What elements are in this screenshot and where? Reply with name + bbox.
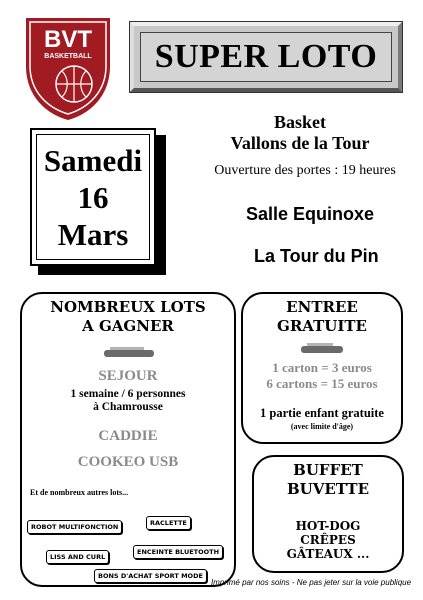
menu-crepes: CRÊPES <box>300 533 356 547</box>
prize-tag-bluetooth: ENCEINTE BLUETOOTH <box>133 545 223 559</box>
prizes-box <box>20 292 236 587</box>
opening-time: Ouverture des portes : 19 heures <box>214 163 396 178</box>
prize-tag-liss: LISS AND CURL <box>46 550 109 564</box>
club-name-line2: Vallons de la Tour <box>230 133 370 153</box>
prices <box>243 360 401 392</box>
buffet-heading <box>254 461 402 499</box>
entry-heading-line2: GRATUITE <box>277 317 367 335</box>
price-multi: 6 cartons = 15 euros <box>266 376 378 391</box>
kids-game: 1 partie enfant gratuite <box>260 406 384 420</box>
buffet-heading-line2: BUVETTE <box>286 480 370 498</box>
prize-tag-robot: ROBOT MULTIFONCTION <box>27 520 122 534</box>
kids-game-note: (avec limite d'âge) <box>290 422 354 431</box>
price-single: 1 carton = 3 euros <box>272 360 372 375</box>
prize-sejour-detail <box>22 388 234 414</box>
prize-caddie: CADDIE <box>98 428 158 444</box>
club-name <box>230 112 370 154</box>
buffet-heading-line1: BUFFET <box>293 461 363 479</box>
club-name-line1: Basket <box>273 112 326 132</box>
date-number: 16 <box>77 179 109 215</box>
venue-city: La Tour du Pin <box>254 246 379 266</box>
logo-brand-text: BVT <box>44 26 92 53</box>
entry-heading <box>243 298 401 336</box>
prizes-heading-line2: A GAGNER <box>82 317 174 335</box>
buffet-menu <box>254 519 402 561</box>
prize-tag-bons: BONS D'ACHAT SPORT MODE <box>94 569 207 583</box>
prizes-heading <box>22 298 234 336</box>
entry-heading-line1: ENTREE <box>286 298 358 316</box>
entry-box <box>241 292 403 444</box>
venue-name: Salle Equinoxe <box>246 204 375 224</box>
menu-hotdog: HOT-DOG <box>295 519 361 533</box>
prizes-heading-line1: NOMBREUX LOTS <box>50 298 206 316</box>
other-prizes-text: Et de nombreux autres lots... <box>30 488 129 497</box>
date-box <box>30 128 156 266</box>
prize-cookeo: COOKEO USB <box>77 454 179 470</box>
prize-sejour-detail-line1: 1 semaine / 6 personnes <box>70 388 186 400</box>
footer-note: Imprimé par nos soins - Ne pas jeter sur la voie publique <box>210 578 412 587</box>
prize-tag-raclette: RACLETTE <box>146 516 191 530</box>
page-title: SUPER LOTO <box>140 32 392 82</box>
prize-sejour-detail-line2: à Chamrousse <box>93 401 163 413</box>
buffet-box <box>252 455 404 573</box>
logo-sub-text: BASKETBALL <box>44 53 92 60</box>
club-logo <box>22 14 114 122</box>
date-day: Samedi <box>43 142 143 178</box>
prize-sejour: SEJOUR <box>98 368 158 384</box>
menu-gateaux: GÂTEAUX ... <box>286 547 370 561</box>
divider-bar <box>301 346 343 353</box>
date-month: Mars <box>57 216 129 252</box>
title-banner <box>130 22 402 92</box>
divider-bar <box>104 350 154 357</box>
